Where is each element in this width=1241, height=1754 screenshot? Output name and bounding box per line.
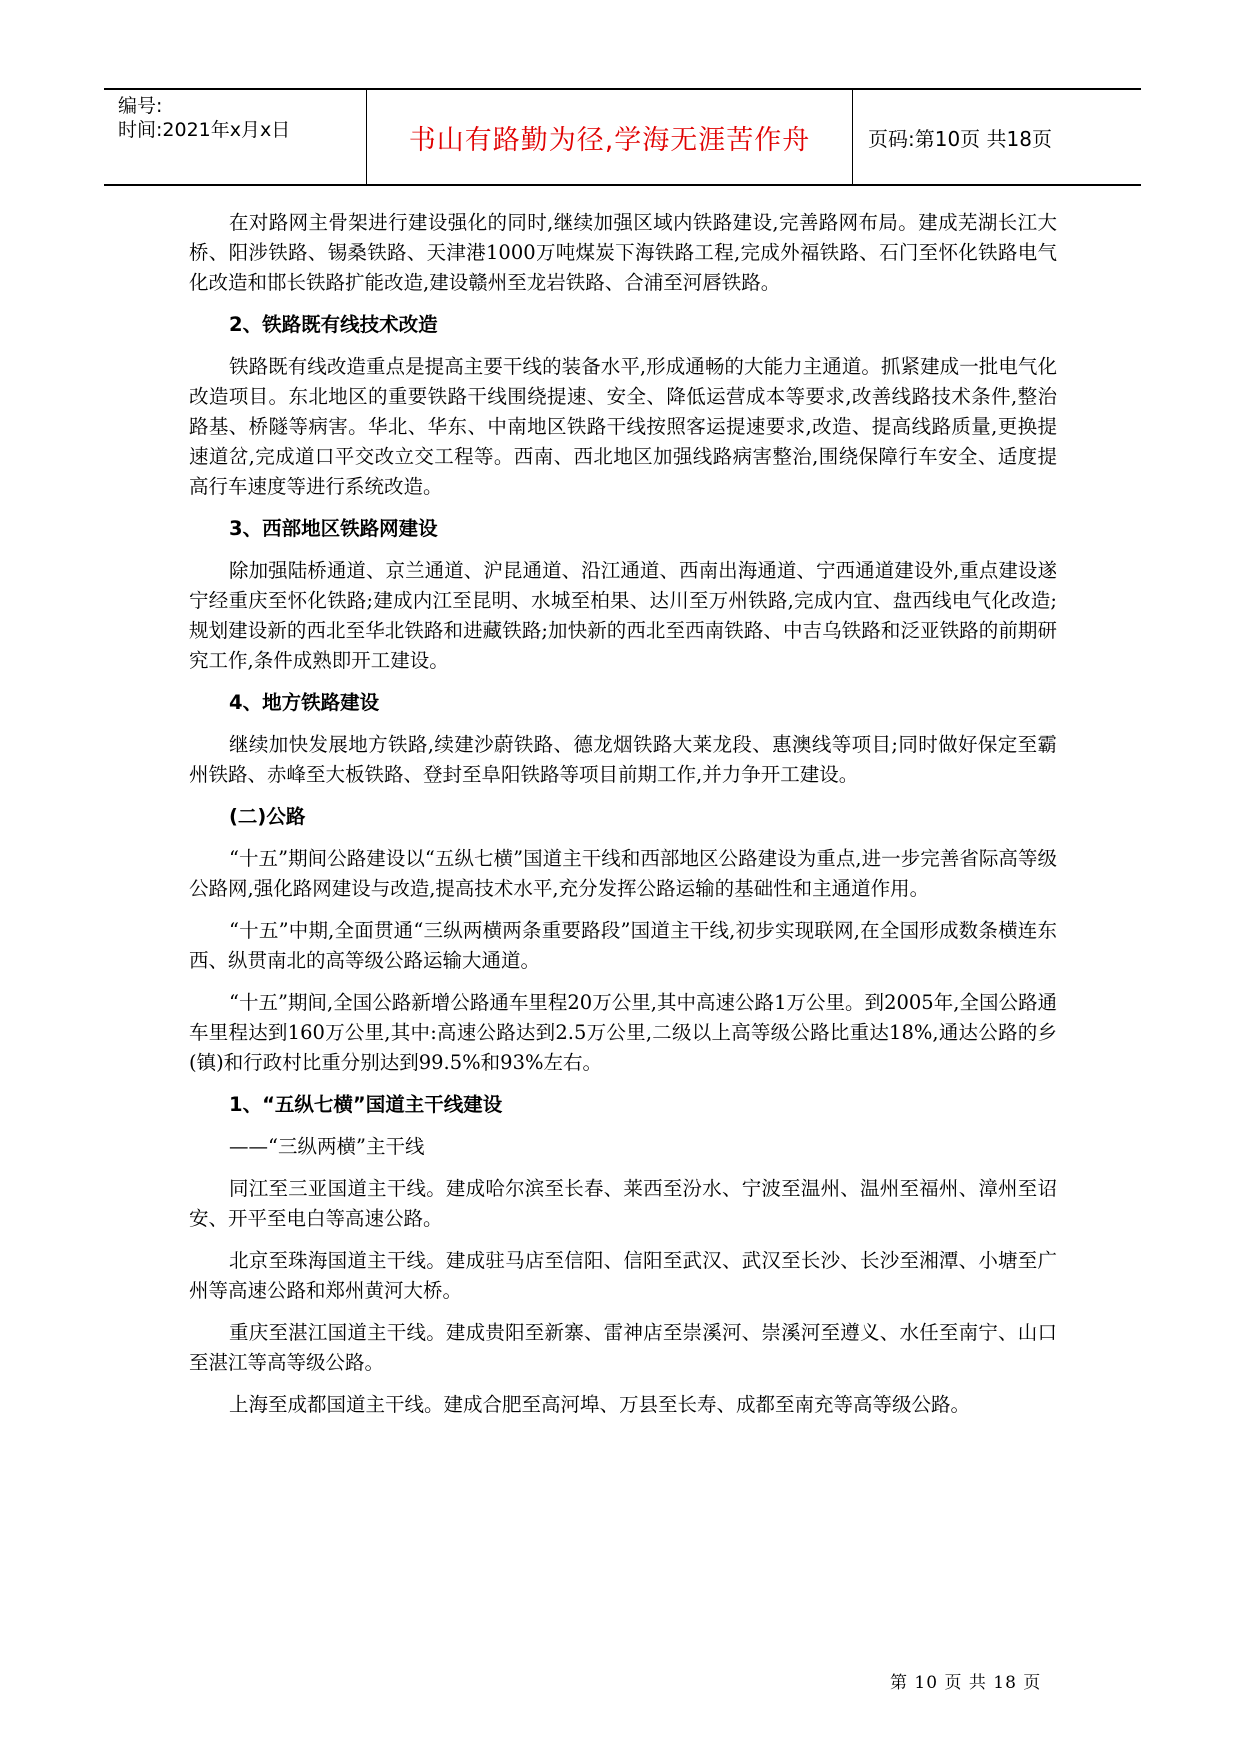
section-heading: 1、“五纵七横”国道主干线建设 <box>229 1093 503 1116</box>
paragraph: 继续加快发展地方铁路,续建沙蔚铁路、德龙烟铁路大莱龙段、惠澳线等项目;同时做好保定至霸州铁路、赤峰至大板铁路、登封至阜阳铁路等项目前期工作,并力争开工建设。 <box>189 733 1057 786</box>
paragraph: ——“三纵两横”主干线 <box>229 1135 425 1158</box>
paragraph: “十五”期间公路建设以“五纵七横”国道主干线和西部地区公路建设为重点,进一步完善省际高等级公路网,强化路网建设与改造,提高技术水平,充分发挥公路运输的基础性和主通道作用。 <box>189 847 1057 900</box>
section-heading: 2、铁路既有线技术改造 <box>229 313 438 336</box>
paragraph: 铁路既有线改造重点是提高主要干线的装备水平,形成通畅的大能力主通道。抓紧建成一批电气化改造项目。东北地区的重要铁路干线围绕提速、安全、降低运营成本等要求,改善线路技术条件,整治路基、桥隧等病害。华北、华东、中南地区铁路干线按照客运提速要求,改造、提高线路质量,更换提速道岔,完成道口平交改立交工程等。西南、西北地区加强线路病害整治,围绕保障行车安全、适度提高行车速度等进行系统改造。 <box>189 355 1057 498</box>
paragraph: 上海至成都国道主干线。建成合肥至高河埠、万县至长寿、成都至南充等高等级公路。 <box>229 1393 971 1416</box>
paragraph: “十五”中期,全面贯通“三纵两横两条重要路段”国道主干线,初步实现联网,在全国形成数条横连东西、纵贯南北的高等级公路运输大通道。 <box>189 919 1057 972</box>
paragraph: 同江至三亚国道主干线。建成哈尔滨至长春、莱西至汾水、宁波至温州、温州至福州、漳州至诏安、开平至电白等高速公路。 <box>189 1177 1057 1230</box>
paragraph: 在对路网主骨架进行建设强化的同时,继续加强区域内铁路建设,完善路网布局。建成芜湖长江大桥、阳涉铁路、锡桑铁路、天津港1000万吨煤炭下海铁路工程,完成外福铁路、石门至怀化铁路电气化改造和邯长铁路扩能改造,建设赣州至龙岩铁路、合浦至河唇铁路。 <box>189 211 1057 294</box>
paragraph: “十五”期间,全国公路新增公路通车里程20万公里,其中高速公路1万公里。到2005年,全国公路通车里程达到160万公里,其中:高速公路达到2.5万公里,二级以上高等级公路比重达18%,通达公路的乡(镇)和行政村比重分别达到99.5%和93%左右。 <box>189 991 1057 1074</box>
header-motto: 书山有路勤为径,学海无涯苦作舟 <box>366 90 853 184</box>
paragraph: 重庆至湛江国道主干线。建成贵阳至新寨、雷神店至崇溪河、崇溪河至遵义、水任至南宁、山口至湛江等高等级公路。 <box>189 1321 1057 1374</box>
document-body <box>189 208 1057 1432</box>
page-footer: 第 10 页 共 18 页 <box>890 1673 1042 1693</box>
document-number-label: 编号: <box>118 95 163 117</box>
header-meta <box>104 90 366 188</box>
document-time-label: 时间:2021年x月x日 <box>118 119 291 141</box>
document-header <box>104 88 1141 186</box>
section-heading: (二)公路 <box>229 805 306 828</box>
header-page-number: 页码:第10页 共18页 <box>868 126 1052 151</box>
section-heading: 3、西部地区铁路网建设 <box>229 517 438 540</box>
paragraph: 除加强陆桥通道、京兰通道、沪昆通道、沿江通道、西南出海通道、宁西通道建设外,重点建设遂宁经重庆至怀化铁路;建成内江至昆明、水城至柏果、达川至万州铁路,完成内宜、盘西线电气化改造;规划建设新的西北至华北铁路和进藏铁路;加快新的西北至西南铁路、中吉乌铁路和泛亚铁路的前期研究工作,条件成熟即开工建设。 <box>189 559 1057 672</box>
section-heading: 4、地方铁路建设 <box>229 691 380 714</box>
paragraph: 北京至珠海国道主干线。建成驻马店至信阳、信阳至武汉、武汉至长沙、长沙至湘潭、小塘至广州等高速公路和郑州黄河大桥。 <box>189 1249 1057 1302</box>
